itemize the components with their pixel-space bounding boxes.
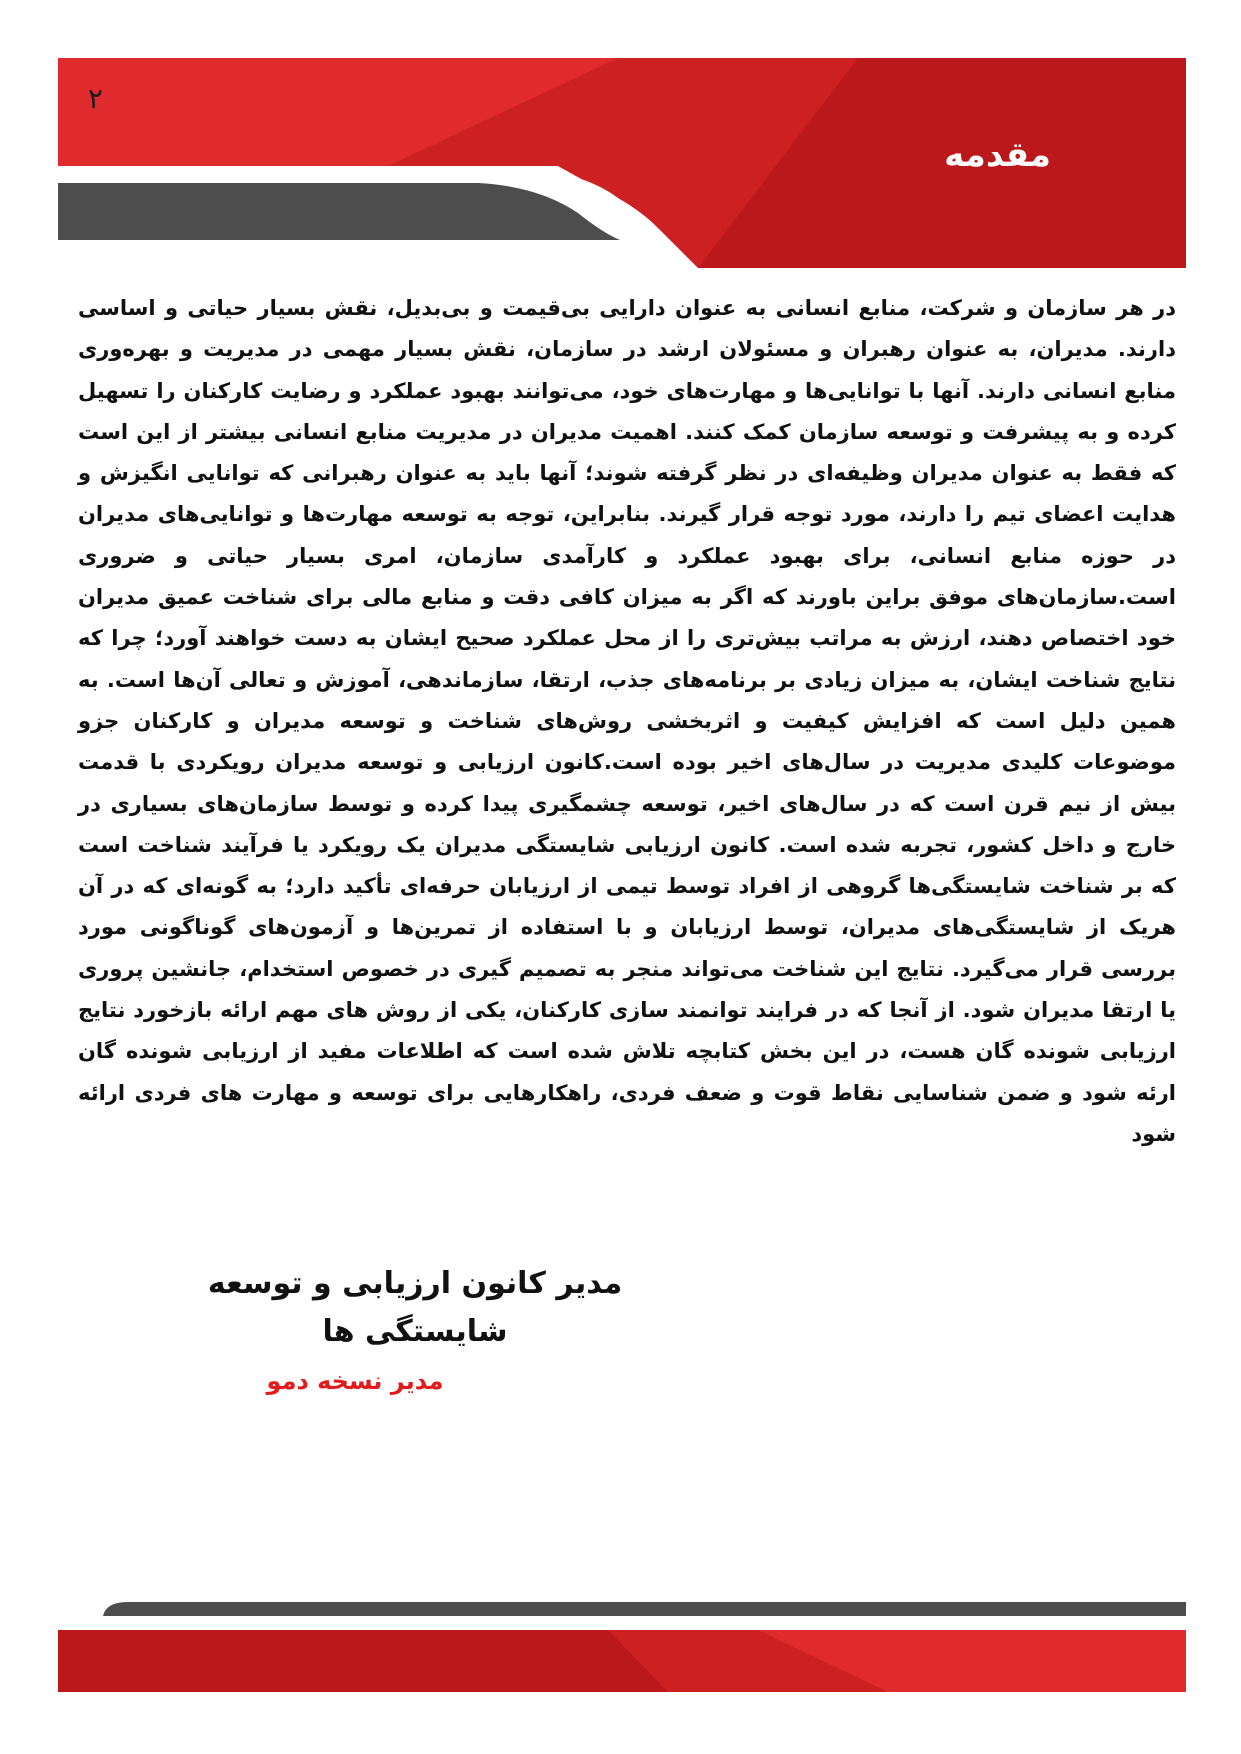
footer-banner <box>58 1598 1186 1708</box>
signature-title: مدیر کانون ارزیابی و توسعه شایستگی ها <box>207 1266 623 1349</box>
intro-paragraph: در هر سازمان و شرکت، منابع انسانی به عنوان دارایی بی‌قیمت و بی‌بدیل، نقش بسیار حیاتی و اساسی دارند. مدیران، به عنوان رهبران و مسئولان ارشد در سازمان، نقش بسیار مهمی در مدیریت و بهره‌وری منابع انسانی دارند. آنها با توانایی‌ها و مهارت‌های خود، می‌توانند بهبود عملکرد و رضایت کارکنان را تسهیل کرده و به پیشرفت و توسعه سازمان کمک کنند. اهمیت مدیران در مدیریت منابع انسانی بیشتر از این است که فقط به عنوان مدیران وظیفه‌ای در نظر گرفته شوند؛ آنها باید به عنوان رهبرانی که توانایی انگیزش و هدایت اعضای تیم را دارند، مورد توجه قرار گیرند. بنابراین، توجه به توسعه مهارت‌ها و توانایی‌های مدیران در حوزه منابع انسانی، برای بهبود عملکرد و کارآمدی سازمان، امری بسیار حیاتی و ضروری است.سازمان‌های موفق براین باورند که اگر به میزان کافی دقت و منابع مالی برای شناخت عمیق مدیران خود اختصاص دهند، ارزش به مراتب بیش‌تری را از محل عملکرد صحیح ایشان به دست خواهند آورد؛ چرا که نتایج شناخت ایشان، به میزان زیادی بر برنامه‌های جذب، ارتقا، سازماندهی، آموزش و تعالی آن‌ها است. به همین دلیل است که افزایش کیفیت و اثربخشی روش‌های شناخت و توسعه مدیران و کارکنان جزو موضوعات کلیدی مدیریت در سال‌های اخیر بوده است.کانون ارزیابی و توسعه مدیران رویکردی با قدمت بیش از نیم قرن است که در سال‌های اخیر، توسعه چشمگیری پیدا کرده و توسط سازمان‌های بسیاری در خارج و داخل کشور، تجربه شده است. کانون ارزیابی شایستگی مدیران یک رویکرد یا فرآیند شناخت است که بر شناخت شایستگی‌ها گروهی از افراد توسط تیمی از ارزیابان حرفه‌ای تأکید دارد؛ به گونه‌ای که در آن هریک از شایستگی‌های مدیران، توسط ارزیابان و با استفاده از تمرین‌ها و آزمون‌های گوناگونی مورد بررسی قرار می‌گیرد. نتایج این شناخت می‌تواند منجر به تصمیم گیری در خصوص استخدام، جانشین پروری یا ارتقا مدیران شود. از آنجا که در فرایند توانمند سازی کارکنان، یکی از روش های مهم ارائه بازخورد نتایج ارزیابی شونده گان هست، در این بخش کتابچه تلاش شده است که اطلاعات مفید از ارزیابی شونده گان ارئه شود و ضمن شناسایی نقاط قوت و ضعف فردی، راهکارهایی برای توسعه و مهارت های فردی ارائه شود <box>78 296 1176 1146</box>
page-number: ۲ <box>88 82 104 115</box>
intro-body <box>78 288 1176 1155</box>
section-title: مقدمه <box>944 135 1051 175</box>
footer-banner-graphic <box>58 1598 1186 1708</box>
signature-name: مدیر نسخه دمو <box>266 1367 444 1395</box>
signature-block <box>150 1260 680 1406</box>
